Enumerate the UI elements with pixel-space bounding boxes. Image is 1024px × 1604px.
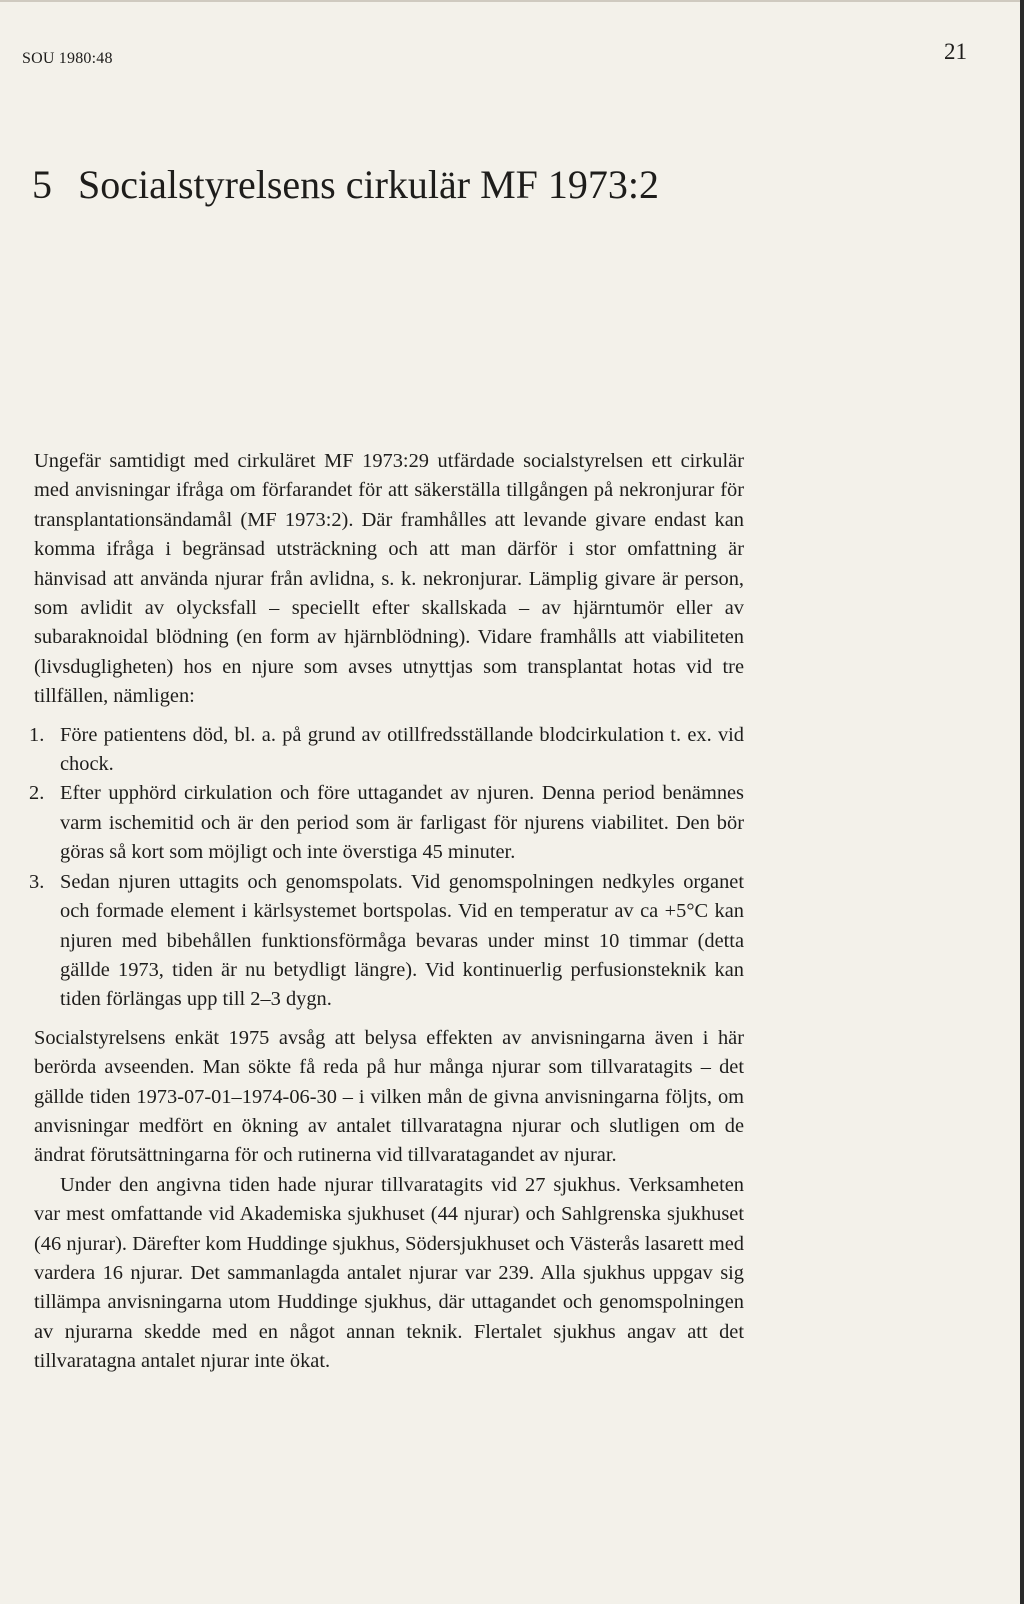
- chapter-title: [32, 161, 659, 208]
- list-marker: 2.: [29, 782, 45, 805]
- body-text: [29, 447, 744, 1377]
- list-item: [29, 721, 744, 780]
- list-marker: 3.: [29, 870, 45, 893]
- paragraph-hospitals: Under den angivna tiden hade njurar tillvaratagits vid 27 sjukhus. Verksamheten var mest omfattande vid Akademiska sjukhuset (44 njurar) och Sahlgrenska sjukhuset (46 njurar). Därefter kom Huddinge sjukhus, Södersjukhuset och Västerås lasarett med vardera 16 njurar. Det sammanlagda antalet njurar var 239. Alla sjukhus uppgav sig tillämpa anvisningarna utom Huddinge sjukhus, där uttagandet och genomspolningen av njurarna skedde med en något annan teknik. Flertalet sjukhus angav att det tillvaratagna antalet njurar inte ökat.: [34, 1173, 744, 1373]
- top-edge: [0, 0, 1024, 2]
- list-item-text: Sedan njuren uttagits och genomspolats. Vid genomspolningen nedkyles organet och formade element i kärlsystemet bortspolas. Vid en temperatur av ca +5°C kan njuren med bibehållen funktionsförmåga bevaras under minst 10 timmar (detta gällde 1973, tiden är nu betydligt längre). Vid kontinuerlig perfusionsteknik kan tiden förlängas upp till 2–3 dygn.: [60, 870, 744, 1011]
- list-item: [29, 779, 744, 867]
- list-item: [29, 868, 744, 1015]
- page-edge: [1020, 0, 1024, 1604]
- chapter-title-text: Socialstyrelsens cirkulär MF 1973:2: [78, 162, 660, 207]
- chapter-number: 5: [32, 162, 52, 207]
- running-head: SOU 1980:48: [22, 50, 113, 67]
- paragraph-survey: Socialstyrelsens enkät 1975 avsåg att belysa effekten av anvisningarna även i här berörda avseenden. Man sökte få reda på hur många njurar som tillvaratagits – det gällde tiden 1973-07-01–1974-06-30 – i vilken mån de givna anvisningarna följts, om anvisningar medfört en ökning av antalet tillvaratagna njurar och slutligen om de ändrat förutsättningarna för och rutinerna vid tillvaratagandet av njurar.: [34, 1026, 744, 1167]
- numbered-list: [29, 721, 744, 1015]
- list-item-text: Efter upphörd cirkulation och före uttagandet av njuren. Denna period benämnes varm ischemitid och är den period som är farligast för njurens viabilitet. Den bör göras så kort som möjligt och inte överstiga 45 minuter.: [60, 782, 744, 864]
- paragraph-intro: Ungefär samtidigt med cirkuläret MF 1973:29 utfärdade socialstyrelsen ett cirkulär med anvisningar ifråga om förfarandet för att säkerställa tillgången på nekronjurar för transplantationsändamål (MF 1973:2). Där framhålles att levande givare endast kan komma ifråga i begränsad utsträckning och att man därför i stor omfattning är hänvisad att använda njurar från avlidna, s. k. nekronjurar. Lämplig givare är person, som avlidit av olycksfall – speciellt efter skallskada – av hjärntumör eller av subaraknoidal blödning (en form av hjärnblödning). Vidare framhålls att viabiliteten (livsdugligheten) hos en njure som avses utnyttjas som transplantat hotas vid tre tillfällen, nämligen:: [34, 450, 744, 708]
- list-item-text: Före patientens död, bl. a. på grund av otillfredsställande blodcirkulation t. ex. vid chock.: [60, 723, 744, 776]
- list-marker: 1.: [29, 723, 45, 746]
- page-number: 21: [944, 39, 967, 64]
